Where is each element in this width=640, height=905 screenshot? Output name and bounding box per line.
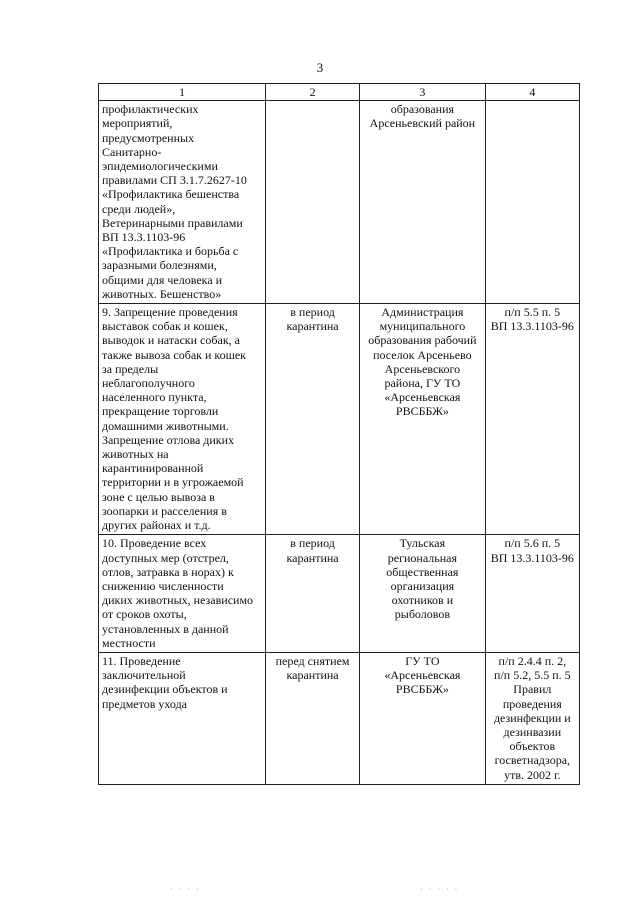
reference-cell: п/п 5.5 п. 5 ВП 13.3.1103-96 (485, 304, 579, 535)
column-header-3: 3 (360, 84, 486, 101)
timing-cell (266, 101, 360, 304)
timing-cell: в период карантина (266, 535, 360, 653)
measures-table (98, 83, 580, 785)
measure-cell: 11. Проведение заключительной дезинфекции объектов и предметов ухода (99, 652, 266, 784)
reference-cell: п/п 5.6 п. 5 ВП 13.3.1103-96 (485, 535, 579, 653)
responsible-cell: ГУ ТО «Арсеньевская РВСББЖ» (360, 652, 486, 784)
measure-cell: 10. Проведение всех доступных мер (отстрел, отлов, затравка в норах) к снижению численности диких животных, независимо от сроков охоты, установленных в данной местности (99, 535, 266, 653)
table-header-row (99, 84, 580, 101)
responsible-cell: Администрация муниципального образования рабочий поселок Арсеньево Арсеньевского района, ГУ ТО «Арсеньевская РВСББЖ» (360, 304, 486, 535)
scan-speckle: · · · · · (420, 885, 460, 894)
table-row (99, 304, 580, 535)
column-header-4: 4 (485, 84, 579, 101)
reference-cell (485, 101, 579, 304)
responsible-cell: образования Арсеньевский район (360, 101, 486, 304)
column-header-1: 1 (99, 84, 266, 101)
table-row (99, 535, 580, 653)
column-header-2: 2 (266, 84, 360, 101)
reference-cell: п/п 2.4.4 п. 2, п/п 5.2, 5.5 п. 5 Правил проведения дезинфекции и дезинвазии объектов госветнадзора, утв. 2002 г. (485, 652, 579, 784)
page-number: 3 (316, 60, 324, 75)
timing-cell: в период карантина (266, 304, 360, 535)
scan-speckle: · · · · (170, 885, 201, 894)
responsible-cell: Тульская региональная общественная организация охотников и рыболовов (360, 535, 486, 653)
table-row (99, 101, 580, 304)
measure-cell: 9. Запрещение проведения выставок собак и кошек, выводок и натаски собак, а также вывоза собак и кошек за пределы неблагополучного населенного пункта, прекращение торговли домашними животными. Запрещение отлова диких животных на карантинированной территории и в угрожаемой зоне с целью вывоза в зоопарки и расселения в других районах и т.д. (99, 304, 266, 535)
timing-cell: перед снятием карантина (266, 652, 360, 784)
table-row (99, 652, 580, 784)
measure-cell: профилактических мероприятий, предусмотренных Санитарно- эпидемиологическими правилами СП 3.1.7.2627-10 «Профилактика бешенства среди людей», Ветеринарными правилами ВП 13.3.1103-96 «Профилактика и борьба с заразными болезнями, общими для человека и животных. Бешенство» (99, 101, 266, 304)
